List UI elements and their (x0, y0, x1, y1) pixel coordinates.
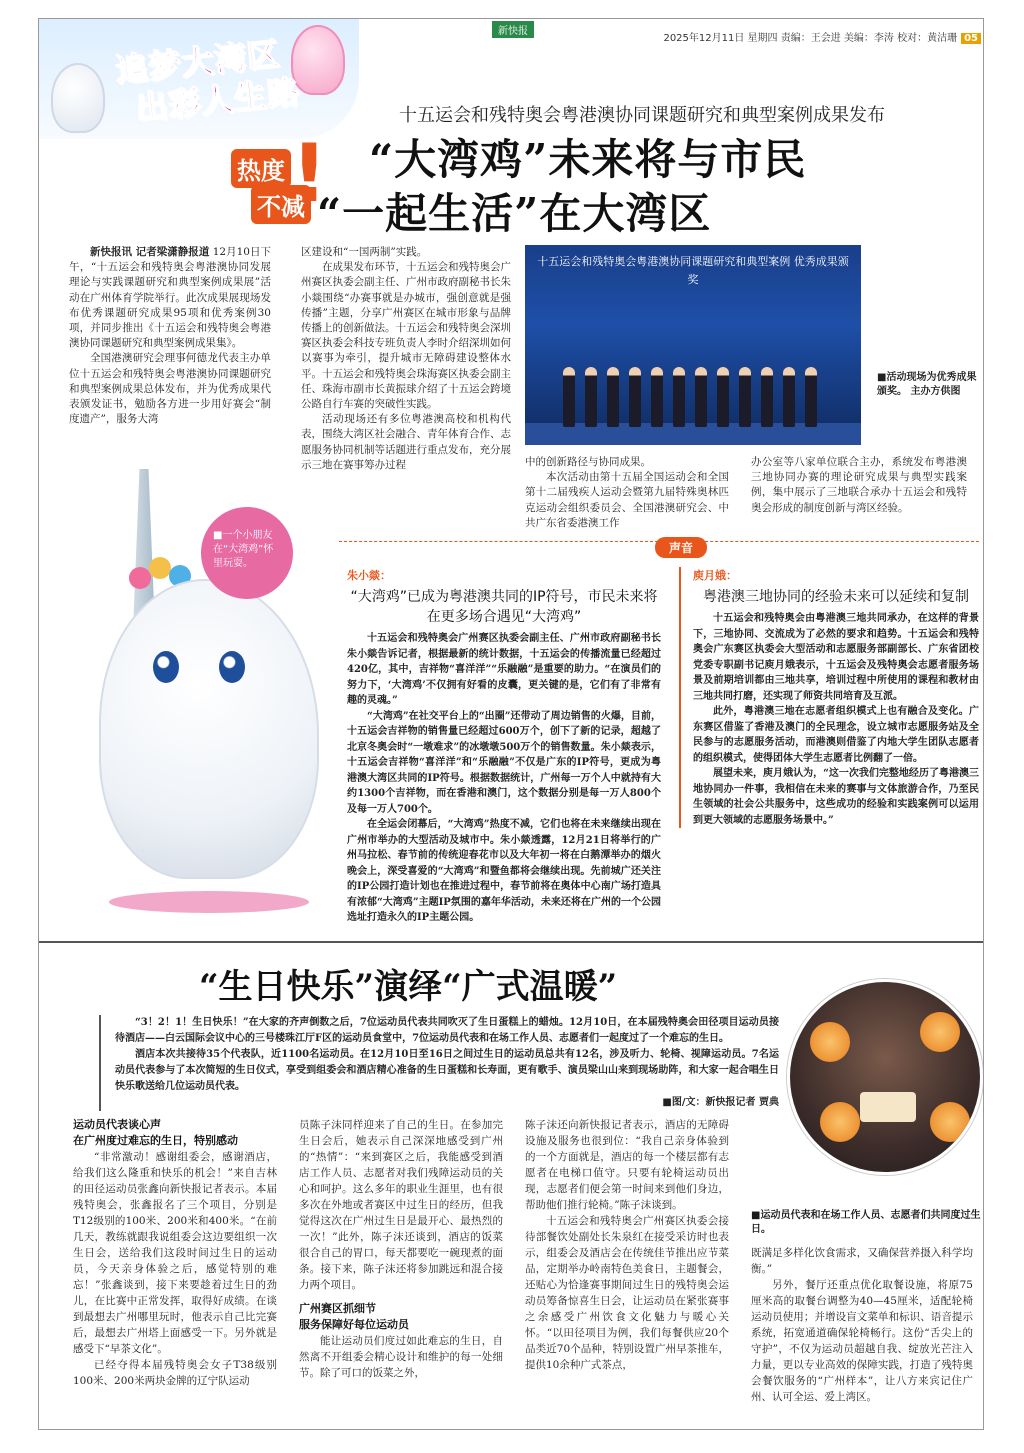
person-figure (695, 367, 707, 427)
story1-headline-2: “一起生活”在大湾区 (317, 189, 712, 238)
paragraph: 在成果发布环节，十五运会和残特奥会广州赛区执委会副主任、广州市政府副秘书长朱小燚围绕“办赛事就是办城市，强创意就是强传播”主题，分享广州赛区在城市形象与品牌传播上的创新做法。十五运会和残特奥会深圳赛区执委会科技专班负责人李时介绍深圳如何以赛事为牵引，提升城市无障碍建设整体水平。十五运会和残特奥会珠海赛区执委会副主任、珠海市副市长黄振球介绍了十五运会跨境公路自行车赛的突破性实践。 (301, 261, 511, 411)
award-ceremony-photo (525, 245, 861, 445)
section-heading: 在广州度过难忘的生日，特别感动 (73, 1134, 238, 1147)
story2-headline: “生日快乐”演绎“广式温暖” (199, 967, 618, 1007)
voice-left-body (347, 631, 661, 926)
paragraph: 活动现场还有多位粤港澳高校和机构代表，围绕大湾区社会融合、青年体育合作、志愿服务协同机制等话题进行重点发布，充分展示三地在赛事筹办过程 (301, 413, 511, 471)
section-heading: 运动员代表谈心声 (73, 1118, 161, 1131)
hot-badge-line2: 不减 (251, 185, 311, 224)
story1-col4 (751, 455, 967, 516)
paragraph: 陈子沫还向新快报记者表示，酒店的无障碍设施及服务也很到位：“我自己亲身体验到的一个方面就是，酒店的每一个楼层都有志愿者在电梯口值守。只要有轮椅运动员出现，志愿者们便会第一时间来到他们身边，帮助他们推行轮椅。”陈子沫谈到。 (525, 1119, 729, 1211)
mascot-eye (153, 651, 179, 683)
balloon (149, 557, 171, 579)
bouquet (920, 1012, 960, 1052)
paragraph: 十五运会和残特奥会由粤港澳三地共同承办，在这样的背景下，三地协同、交流成为了必然的要求和趋势。十五运会和残特奥会广东赛区执委会大型活动和志愿服务部副部长、广东省团校党委专职副书记庾月娥表示，十五运会及残特奥会志愿者服务场景及前期培训都由三地共享，培训过程中所使用的课程和教材由三地共同打磨，还实现了师资共同培育及互派。 (693, 613, 979, 702)
bouquet (810, 1022, 850, 1062)
paragraph: 酒店本次共接待35个代表队，近1100名运动员。在12月10日至16日之间过生日的运动员总共有12名，涉及听力、轮椅、视障运动员。7名运动员代表参与了本次简短的生日仪式，享受到组委会和酒店精心准备的生日蛋糕和长寿面，更有歌手、演员梁山山来到现场助阵，和大家一起合唱生日快乐歌送给几位运动员代表。 (115, 1049, 779, 1092)
exclamation-icon: ! (291, 127, 328, 220)
person-figure (761, 367, 773, 427)
mascot-photo (59, 459, 349, 929)
person-figure (783, 367, 795, 427)
photo-screen-text: 十五运会和残特奥会粤港澳协同课题研究和典型案例 优秀成果颁奖 (537, 255, 849, 286)
person-figure (563, 367, 575, 427)
paragraph: 员陈子沫同样迎来了自己的生日。在参加完生日会后，她表示自己深深地感受到广州的“热情”：“来到赛区之后，我能感受到酒店工作人员、志愿者对我们残障运动员的关心和呵护。这么多年的职业生涯里，也有很多次在外地或者赛区中过生日的经历，但我觉得这次在广州过生日是最开心、最热烈的一次！”此外，陈子沫还谈到，酒店的饭菜很合自己的胃口，每天都要吃一碗现煮的面条。接下来，陈子沫还将参加跳远和混合接力两个项目。 (299, 1119, 503, 1291)
mascot-white-icon (51, 63, 105, 133)
paragraph: “3！2！1！生日快乐！”在大家的齐声倒数之后，7位运动员代表共同吹灭了生日蛋糕上的蜡烛。12月10日，在本届残特奥会田径项目运动员接待酒店——白云国际会议中心的三号楼珠江厅F区的运动员食堂中，7位运动员代表和在场工作人员、志愿者们一起度过了一个难忘的生日。 (115, 1017, 779, 1044)
voice-left-name: 朱小燚： (347, 569, 391, 582)
person-figure (629, 367, 641, 427)
paragraph: 本次活动由第十五届全国运动会和全国第十二届残疾人运动会暨第九届特殊奥林匹克运动会组织委员会、全国港澳研究会、中共广东省委港澳工作 (525, 471, 729, 529)
paragraph: 办公室等八家单位联合主办，系统发布粤港澳三地协同办赛的理论研究成果与典型实践案例，集中展示了三地联合承办十五运会和残特奥会形成的制度创新与湾区经验。 (751, 456, 967, 514)
person-figure (585, 367, 597, 427)
story2-col4 (751, 1245, 973, 1405)
voice-right-body (693, 611, 979, 828)
paragraph: “非常激动！感谢组委会，感谢酒店，给我们这么隆重和快乐的机会！”来自吉林的田径运动员张鑫向新快报记者表示。本届残特奥会，张鑫报名了三个项目，分别是T12级别的100米、200米和400米。“在前几天，教练就跟我说组委会这边要组织一次生日会，送给我们这段时间过生日的运动员，今天亲身体验之后，感觉特别的难忘！”张鑫谈到，接下来要趁着过生日的劲儿，在比赛中正常发挥，取得好成绩。在谈到最想去广州哪里玩时，他表示自己比完赛后，最想去广州塔上面感受一下。另外就是感受下“早茶文化”。 (73, 1151, 277, 1355)
story1-col3 (525, 455, 729, 531)
paragraph: 十五运会和残特奥会广州赛区执委会副主任、广州市政府副秘书长朱小燚告诉记者，根据最新的统计数据，十五运会的传播流量已经超过420亿，其中，吉祥物“喜洋洋”“乐融融”是重要的助力。“在演员们的努力下，‘大湾鸡’不仅拥有好看的皮囊，更关键的是，它们有了非常有趣的灵魂。” (347, 633, 661, 706)
hot-badge-line1: 热度 (231, 149, 291, 188)
person-figure (673, 367, 685, 427)
paragraph: 区建设和“一国两制”实践。 (301, 246, 428, 258)
banner-slogan-2: 出彩人生路 (133, 72, 302, 128)
paragraph: 展望未来，庾月娥认为，“这一次我们完整地经历了粤港澳三地协同办一件事，我相信在未来的赛事与文体旅游合作，乃至民生领域的社会公共服务中，这些成功的经验和实践案例可以运用到更大领域的志愿服务场景中。” (693, 768, 979, 826)
voice-right-name: 庾月娥： (693, 569, 737, 582)
balloon (129, 567, 151, 589)
byline: 新快报讯 记者梁潇静报道 (90, 246, 210, 258)
story1-headline-1: “大湾鸡”未来将与市民 (369, 135, 807, 184)
section-tag: 新快报 (492, 21, 534, 38)
photo-credit: ■图/文：新快报记者 贾典 (662, 1097, 779, 1108)
photo2-caption: ■运动员代表和在场工作人员、志愿者们共同度过生日。 (751, 1210, 981, 1235)
paragraph: 此外，粤港澳三地在志愿者组织模式上也有融合及变化。广东赛区借鉴了香港及澳门的全民理念，设立城市志愿服务站及全民参与的志愿服务活动，而港澳则借鉴了内地大学生团队志愿者的组织模式，使得团体大学生志愿者比例翻了一倍。 (693, 706, 979, 764)
paragraph: 12月10日下午，“十五运会和残特奥会粤港澳协同发展理论与实践课题研究和典型案例成果展”活动在广州体育学院举行。此次成果展现场发布优秀课题研究成果95项和优秀案例30项，并同步推出《十五运会和残特奥会粤港澳协同课题研究和典型案例成果集》。 (69, 246, 271, 350)
story1-subhead: 十五运会和残特奥会粤港澳协同课题研究和典型案例成果发布 (399, 105, 885, 126)
paragraph: 在全运会闭幕后，“大湾鸡”热度不减，它们也将在未来继续出现在广州市举办的大型活动及城市中。朱小燚透露，12月21日将举行的广州马拉松、春节前的传统迎春花市以及大年初一将在白鹅潭举办的烟火晚会上，深受喜爱的“大湾鸡”和暨鱼都将会继续出现。先前城广还关注的IP公园打造计划也在推进过程中，春节前将在奥体中心南广场打造具有浓郁“大湾鸡”主题IP氛围的嘉年华活动，未来还将在广州的一个公园选址打造永久的IP主题公园。 (347, 819, 661, 923)
header-bar (39, 19, 984, 45)
paragraph: 既满足多样化饮食需求，又确保营养摄入科学均衡。” (751, 1247, 973, 1275)
paragraph: 已经夺得本届残特奥会女子T38级别100米、200米两块金牌的辽宁队运动 (73, 1359, 277, 1387)
person-figure (607, 367, 619, 427)
photo1-caption: ■活动现场为优秀成果颁奖。 主办方供图 (877, 372, 977, 397)
banner-slogan-1: 追梦大湾区 (113, 34, 282, 90)
story2-col2 (299, 1117, 503, 1381)
birthday-photo (787, 979, 983, 1175)
section-heading: 广州赛区抓细节 (299, 1302, 376, 1315)
voice-right-title: 粤港澳三地协同的经验未来可以延续和复制 (703, 589, 969, 605)
story2-intro (99, 1015, 779, 1111)
section-divider (39, 941, 984, 943)
person-figure (805, 367, 817, 427)
date-editors: 2025年12月11日 星期四 责编：王会进 美编：李涛 校对：黄洁珊 (663, 33, 958, 44)
mascot-photo-caption: ■一个小朋友在“大湾鸡”怀里玩耍。 (201, 507, 293, 599)
page-meta (663, 29, 981, 44)
section-heading: 服务保障好每位运动员 (299, 1318, 409, 1331)
voice-left-title: “大湾鸡”已成为粤港澳共同的IP符号，市民未来将在更多场合遇见“大湾鸡” (350, 589, 658, 625)
person-figure (651, 367, 663, 427)
story1-col1 (69, 245, 271, 427)
paragraph: 另外，餐厅还重点优化取餐设施，将原75厘米高的取餐台调整为40—45厘米，适配轮椅运动员使用；并增设盲文菜单和标识、语音提示系统，拓宽通道确保轮椅畅行。这份“舌尖上的守护”，不仅为运动员超越自我、绽放光芒注入力量，更以专业高效的保障实践，打造了残特奥会餐饮服务的“广州样本”，让八方来宾记住广州、认可全运、爱上湾区。 (751, 1279, 973, 1403)
story2-col3 (525, 1117, 729, 1373)
voice-right (679, 567, 979, 828)
story2-col1 (73, 1117, 277, 1389)
page-number: 05 (961, 33, 981, 44)
voice-left (339, 567, 661, 926)
mascot-base (109, 891, 309, 913)
birthday-cake (860, 1092, 916, 1122)
paragraph: 能让运动员们度过如此难忘的生日，自然离不开组委会精心设计和维护的每一处细节。除了可口的饭菜之外， (299, 1335, 503, 1379)
paragraph: “大湾鸡”在社交平台上的“出圈”还带动了周边销售的火爆，目前，十五运会吉祥物的销售量已经超过600万个，创下了新的记录，超越了北京冬奥会时“一墩难求”的冰墩墩500万个的销售数量。朱小燚表示，十五运会吉祥物“喜洋洋”和“乐融融”不仅是广东的IP符号，更成为粤港澳大湾区共同的IP符号。根据数据统计，广州每一万个人中就持有大约1300个吉祥物，而在香港和澳门，这个数据分别是每一万人800个及每一万人700个。 (347, 710, 661, 815)
voices-tag: 声音 (655, 537, 707, 558)
paragraph: 中的创新路径与协同成果。 (525, 456, 651, 468)
newspaper-page (38, 18, 984, 1430)
person-figure (739, 367, 751, 427)
mascot-eye (219, 651, 245, 683)
story1-col2 (301, 245, 511, 473)
bouquet (930, 1102, 970, 1142)
hot-badge (191, 127, 328, 227)
person-figure (717, 367, 729, 427)
mascot-figure (99, 579, 319, 879)
paragraph: 全国港澳研究会理事何德龙代表主办单位十五运会和残特奥会粤港澳协同课题研究和典型案例成果总体发布，并为优秀成果代表颁发证书，勉励各方进一步用好赛会“制度遗产”，服务大湾 (69, 352, 271, 426)
bouquet (820, 1102, 860, 1142)
paragraph: 十五运会和残特奥会广州赛区执委会接待部餐饮处副处长朱泉红在接受采访时也表示，组委会及酒店会在传统佳节推出应节菜品，定期举办岭南特色美食日，主题餐会，还贴心为恰逢赛事期间过生日的残特奥会运动员筹备惊喜生日会，让运动员在紧张赛事之余感受广州饮食文化魅力与暖心关怀。“以田径项目为例，我们每餐供应20个品类近70个品种，特别设置广州早茶推车，提供10余种广式茶点， (525, 1215, 729, 1371)
